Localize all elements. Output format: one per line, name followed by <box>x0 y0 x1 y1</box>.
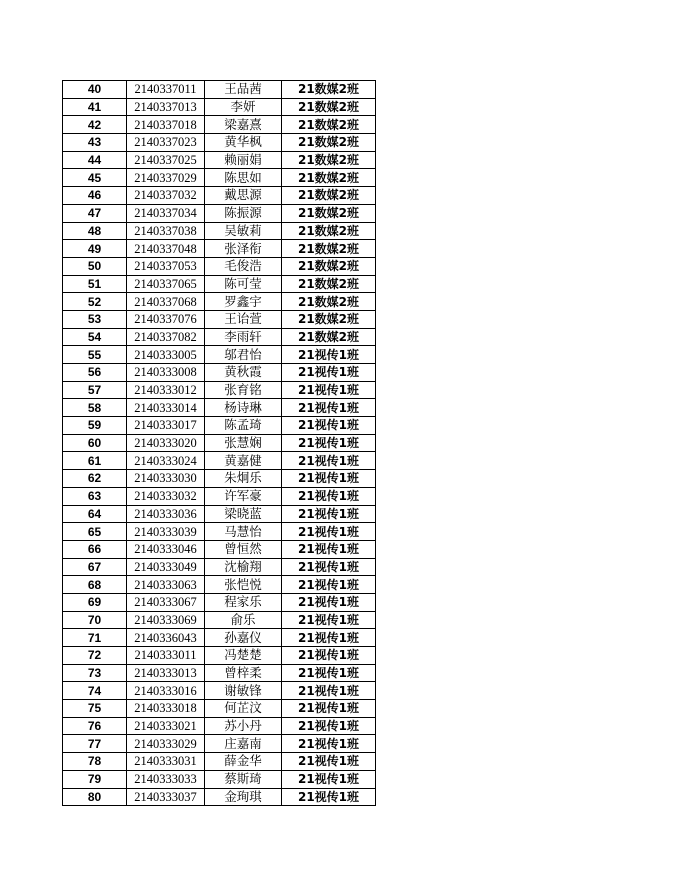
student-id-cell: 2140337025 <box>127 151 205 169</box>
class-name-cell: 21视传1班 <box>282 593 376 611</box>
class-name-cell: 21视传1班 <box>282 364 376 382</box>
class-name-cell: 21数媒2班 <box>282 328 376 346</box>
student-id-cell: 2140333030 <box>127 470 205 488</box>
row-number-cell: 48 <box>63 222 127 240</box>
class-name-cell: 21数媒2班 <box>282 293 376 311</box>
class-name-cell: 21数媒2班 <box>282 310 376 328</box>
student-id-cell: 2140333063 <box>127 576 205 594</box>
student-name-cell: 梁嘉熹 <box>205 116 282 134</box>
class-name-cell: 21视传1班 <box>282 399 376 417</box>
student-id-cell: 2140333012 <box>127 381 205 399</box>
student-name-cell: 庄嘉南 <box>205 735 282 753</box>
student-name-cell: 张育铭 <box>205 381 282 399</box>
student-name-cell: 王品茜 <box>205 81 282 99</box>
class-name-cell: 21视传1班 <box>282 770 376 788</box>
table-row <box>63 682 376 700</box>
student-name-cell: 陈振源 <box>205 204 282 222</box>
table-row <box>63 240 376 258</box>
student-name-cell: 黄华枫 <box>205 134 282 152</box>
class-name-cell: 21视传1班 <box>282 664 376 682</box>
class-name-cell: 21视传1班 <box>282 452 376 470</box>
row-number-cell: 50 <box>63 257 127 275</box>
row-number-cell: 58 <box>63 399 127 417</box>
class-name-cell: 21视传1班 <box>282 682 376 700</box>
table-row <box>63 611 376 629</box>
row-number-cell: 55 <box>63 346 127 364</box>
student-id-cell: 2140333014 <box>127 399 205 417</box>
table-row <box>63 346 376 364</box>
class-name-cell: 21数媒2班 <box>282 151 376 169</box>
row-number-cell: 70 <box>63 611 127 629</box>
student-name-cell: 王诒萱 <box>205 310 282 328</box>
class-name-cell: 21视传1班 <box>282 487 376 505</box>
table-row <box>63 558 376 576</box>
student-id-cell: 2140333024 <box>127 452 205 470</box>
table-row <box>63 310 376 328</box>
table-row <box>63 770 376 788</box>
table-row <box>63 505 376 523</box>
student-table <box>62 80 376 806</box>
class-name-cell: 21视传1班 <box>282 611 376 629</box>
row-number-cell: 72 <box>63 647 127 665</box>
student-id-cell: 2140333046 <box>127 540 205 558</box>
student-id-cell: 2140333037 <box>127 788 205 806</box>
student-id-cell: 2140337068 <box>127 293 205 311</box>
table-row <box>63 523 376 541</box>
student-id-cell: 2140337048 <box>127 240 205 258</box>
student-name-cell: 罗鑫宇 <box>205 293 282 311</box>
student-id-cell: 2140333036 <box>127 505 205 523</box>
student-name-cell: 黄秋霞 <box>205 364 282 382</box>
table-row <box>63 204 376 222</box>
class-name-cell: 21数媒2班 <box>282 98 376 116</box>
class-name-cell: 21数媒2班 <box>282 222 376 240</box>
student-name-cell: 梁晓蓝 <box>205 505 282 523</box>
table-row <box>63 151 376 169</box>
student-id-cell: 2140333018 <box>127 700 205 718</box>
row-number-cell: 66 <box>63 540 127 558</box>
row-number-cell: 42 <box>63 116 127 134</box>
table-row <box>63 364 376 382</box>
row-number-cell: 76 <box>63 717 127 735</box>
student-name-cell: 黄嘉健 <box>205 452 282 470</box>
table-row <box>63 399 376 417</box>
class-name-cell: 21视传1班 <box>282 523 376 541</box>
class-name-cell: 21视传1班 <box>282 647 376 665</box>
class-name-cell: 21视传1班 <box>282 381 376 399</box>
student-name-cell: 邬君怡 <box>205 346 282 364</box>
class-name-cell: 21视传1班 <box>282 346 376 364</box>
class-name-cell: 21视传1班 <box>282 717 376 735</box>
class-name-cell: 21数媒2班 <box>282 81 376 99</box>
student-name-cell: 李妍 <box>205 98 282 116</box>
student-name-cell: 杨诗琳 <box>205 399 282 417</box>
student-id-cell: 2140337053 <box>127 257 205 275</box>
row-number-cell: 41 <box>63 98 127 116</box>
student-name-cell: 金珣琪 <box>205 788 282 806</box>
table-row <box>63 629 376 647</box>
row-number-cell: 61 <box>63 452 127 470</box>
row-number-cell: 59 <box>63 417 127 435</box>
class-name-cell: 21数媒2班 <box>282 169 376 187</box>
student-name-cell: 许军豪 <box>205 487 282 505</box>
student-id-cell: 2140333067 <box>127 593 205 611</box>
student-id-cell: 2140333017 <box>127 417 205 435</box>
class-name-cell: 21视传1班 <box>282 788 376 806</box>
student-id-cell: 2140337065 <box>127 275 205 293</box>
table-row <box>63 452 376 470</box>
row-number-cell: 62 <box>63 470 127 488</box>
student-id-cell: 2140336043 <box>127 629 205 647</box>
student-id-cell: 2140337029 <box>127 169 205 187</box>
row-number-cell: 60 <box>63 434 127 452</box>
table-row <box>63 470 376 488</box>
student-id-cell: 2140333020 <box>127 434 205 452</box>
student-name-cell: 戴思源 <box>205 187 282 205</box>
row-number-cell: 44 <box>63 151 127 169</box>
row-number-cell: 63 <box>63 487 127 505</box>
student-id-cell: 2140337018 <box>127 116 205 134</box>
row-number-cell: 40 <box>63 81 127 99</box>
class-name-cell: 21视传1班 <box>282 558 376 576</box>
table-row <box>63 169 376 187</box>
row-number-cell: 49 <box>63 240 127 258</box>
table-row <box>63 434 376 452</box>
student-id-cell: 2140337013 <box>127 98 205 116</box>
row-number-cell: 54 <box>63 328 127 346</box>
student-id-cell: 2140337076 <box>127 310 205 328</box>
class-name-cell: 21视传1班 <box>282 505 376 523</box>
student-name-cell: 陈可莹 <box>205 275 282 293</box>
class-name-cell: 21数媒2班 <box>282 116 376 134</box>
table-row <box>63 593 376 611</box>
student-id-cell: 2140333049 <box>127 558 205 576</box>
student-name-cell: 赖丽娟 <box>205 151 282 169</box>
table-row <box>63 81 376 99</box>
class-name-cell: 21数媒2班 <box>282 204 376 222</box>
class-name-cell: 21视传1班 <box>282 434 376 452</box>
row-number-cell: 79 <box>63 770 127 788</box>
row-number-cell: 73 <box>63 664 127 682</box>
table-row <box>63 753 376 771</box>
student-name-cell: 曾恒然 <box>205 540 282 558</box>
row-number-cell: 56 <box>63 364 127 382</box>
table-row <box>63 417 376 435</box>
row-number-cell: 80 <box>63 788 127 806</box>
student-table-body <box>63 81 376 806</box>
class-name-cell: 21数媒2班 <box>282 275 376 293</box>
student-name-cell: 孙嘉仪 <box>205 629 282 647</box>
table-row <box>63 700 376 718</box>
row-number-cell: 74 <box>63 682 127 700</box>
row-number-cell: 43 <box>63 134 127 152</box>
class-name-cell: 21视传1班 <box>282 470 376 488</box>
student-name-cell: 陈孟琦 <box>205 417 282 435</box>
row-number-cell: 51 <box>63 275 127 293</box>
student-name-cell: 俞乐 <box>205 611 282 629</box>
class-name-cell: 21数媒2班 <box>282 257 376 275</box>
student-name-cell: 苏小丹 <box>205 717 282 735</box>
row-number-cell: 78 <box>63 753 127 771</box>
student-id-cell: 2140337032 <box>127 187 205 205</box>
table-row <box>63 540 376 558</box>
row-number-cell: 64 <box>63 505 127 523</box>
student-name-cell: 薛金华 <box>205 753 282 771</box>
student-id-cell: 2140337023 <box>127 134 205 152</box>
student-id-cell: 2140333032 <box>127 487 205 505</box>
class-name-cell: 21视传1班 <box>282 735 376 753</box>
student-id-cell: 2140333039 <box>127 523 205 541</box>
student-name-cell: 朱炯乐 <box>205 470 282 488</box>
table-row <box>63 381 376 399</box>
class-name-cell: 21视传1班 <box>282 417 376 435</box>
class-name-cell: 21视传1班 <box>282 540 376 558</box>
row-number-cell: 67 <box>63 558 127 576</box>
student-name-cell: 张泽衔 <box>205 240 282 258</box>
student-id-cell: 2140337034 <box>127 204 205 222</box>
student-name-cell: 冯楚楚 <box>205 647 282 665</box>
row-number-cell: 57 <box>63 381 127 399</box>
student-name-cell: 陈思如 <box>205 169 282 187</box>
table-row <box>63 717 376 735</box>
student-name-cell: 谢敏锋 <box>205 682 282 700</box>
row-number-cell: 65 <box>63 523 127 541</box>
table-row <box>63 275 376 293</box>
student-name-cell: 吴敏莉 <box>205 222 282 240</box>
student-id-cell: 2140333013 <box>127 664 205 682</box>
student-id-cell: 2140333029 <box>127 735 205 753</box>
table-row <box>63 647 376 665</box>
row-number-cell: 47 <box>63 204 127 222</box>
class-name-cell: 21视传1班 <box>282 700 376 718</box>
row-number-cell: 68 <box>63 576 127 594</box>
row-number-cell: 52 <box>63 293 127 311</box>
student-name-cell: 沈榆翔 <box>205 558 282 576</box>
row-number-cell: 45 <box>63 169 127 187</box>
class-name-cell: 21数媒2班 <box>282 134 376 152</box>
class-name-cell: 21视传1班 <box>282 629 376 647</box>
row-number-cell: 75 <box>63 700 127 718</box>
row-number-cell: 71 <box>63 629 127 647</box>
student-id-cell: 2140337011 <box>127 81 205 99</box>
student-id-cell: 2140333005 <box>127 346 205 364</box>
student-name-cell: 何芷汶 <box>205 700 282 718</box>
table-row <box>63 222 376 240</box>
student-id-cell: 2140333033 <box>127 770 205 788</box>
table-row <box>63 576 376 594</box>
table-row <box>63 487 376 505</box>
table-row <box>63 187 376 205</box>
table-row <box>63 664 376 682</box>
student-id-cell: 2140333011 <box>127 647 205 665</box>
class-name-cell: 21视传1班 <box>282 576 376 594</box>
class-name-cell: 21数媒2班 <box>282 240 376 258</box>
row-number-cell: 46 <box>63 187 127 205</box>
row-number-cell: 77 <box>63 735 127 753</box>
student-id-cell: 2140333069 <box>127 611 205 629</box>
student-id-cell: 2140337038 <box>127 222 205 240</box>
student-id-cell: 2140333016 <box>127 682 205 700</box>
student-name-cell: 蔡斯琦 <box>205 770 282 788</box>
student-id-cell: 2140337082 <box>127 328 205 346</box>
table-row <box>63 98 376 116</box>
class-name-cell: 21视传1班 <box>282 753 376 771</box>
table-row <box>63 116 376 134</box>
table-row <box>63 293 376 311</box>
student-name-cell: 曾梓柔 <box>205 664 282 682</box>
row-number-cell: 69 <box>63 593 127 611</box>
student-name-cell: 张慧娴 <box>205 434 282 452</box>
table-row <box>63 134 376 152</box>
student-name-cell: 李雨轩 <box>205 328 282 346</box>
table-row <box>63 257 376 275</box>
student-id-cell: 2140333008 <box>127 364 205 382</box>
student-name-cell: 毛俊浩 <box>205 257 282 275</box>
table-row <box>63 788 376 806</box>
class-name-cell: 21数媒2班 <box>282 187 376 205</box>
student-name-cell: 张恺悦 <box>205 576 282 594</box>
student-id-cell: 2140333031 <box>127 753 205 771</box>
row-number-cell: 53 <box>63 310 127 328</box>
student-id-cell: 2140333021 <box>127 717 205 735</box>
table-row <box>63 328 376 346</box>
student-name-cell: 马慧怡 <box>205 523 282 541</box>
student-name-cell: 程家乐 <box>205 593 282 611</box>
table-row <box>63 735 376 753</box>
